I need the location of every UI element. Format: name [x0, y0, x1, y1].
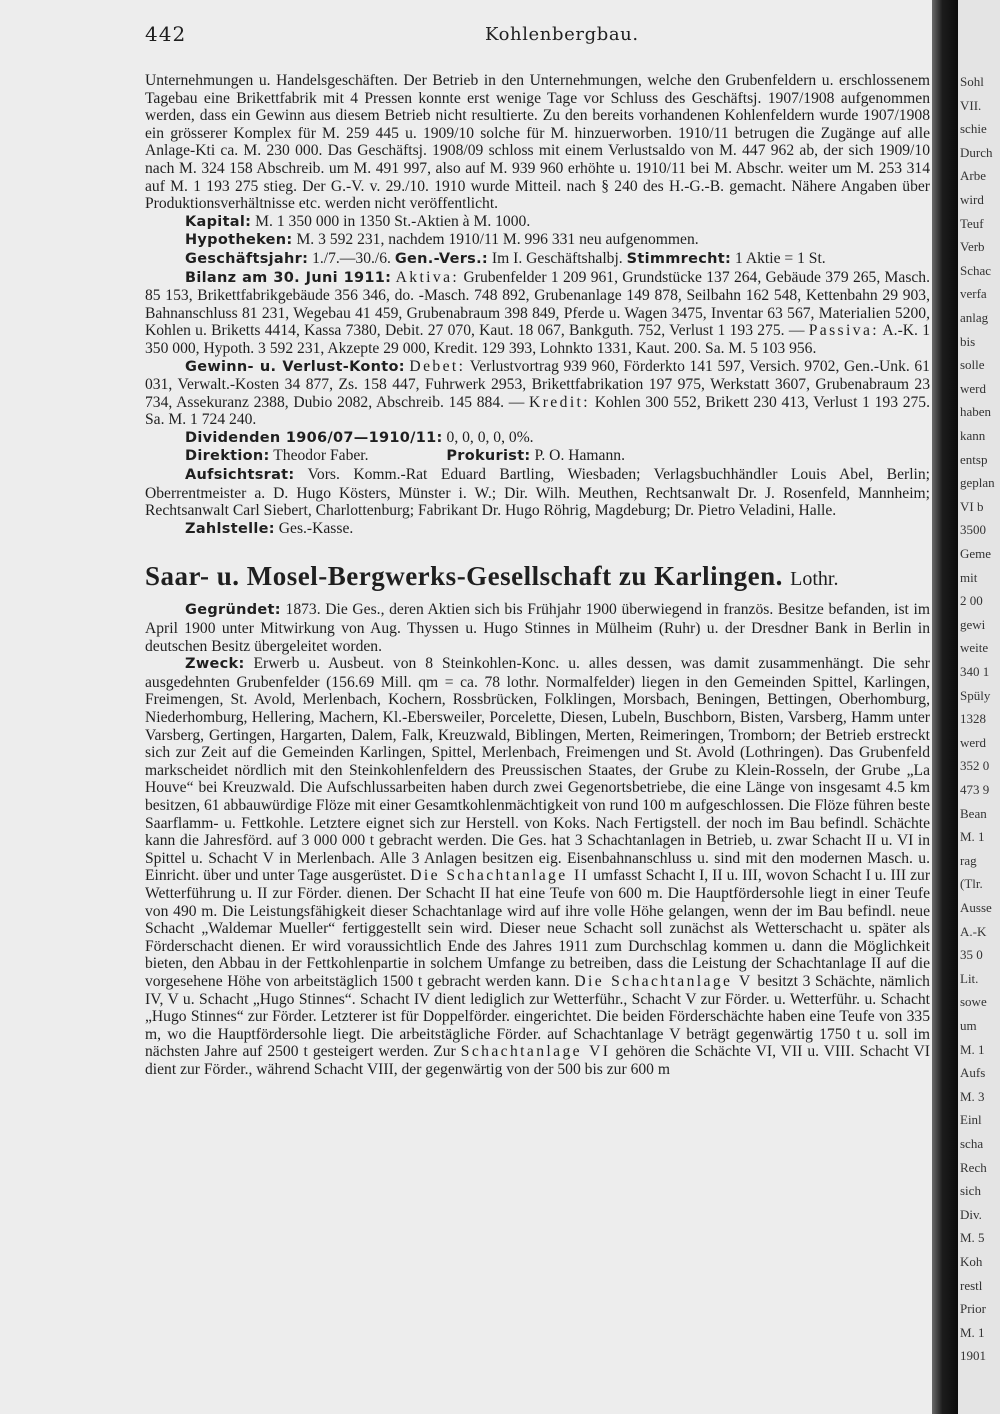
- schachtanlage-v-label: Die Schachtanlage V: [574, 972, 753, 990]
- geschaeftsjahr-label: Geschäftsjahr:: [185, 250, 309, 267]
- next-page-edge: [958, 0, 1000, 1414]
- next-page-fragment: Einl: [960, 1112, 982, 1128]
- next-page-fragment: Aufs: [960, 1065, 986, 1081]
- next-page-fragment: 352 0: [960, 758, 990, 774]
- next-page-fragment: Schac: [960, 262, 992, 278]
- next-page-fragment: restl: [960, 1277, 983, 1293]
- prokurist-label: Prokurist:: [446, 448, 531, 465]
- next-page-fragment: Arbe: [960, 168, 986, 184]
- next-page-fragment: kann: [960, 428, 986, 443]
- page-body: [145, 72, 930, 1078]
- guv-label: Gewinn- u. Verlust-Konto:: [185, 358, 405, 375]
- next-page-fragment: schie: [960, 121, 987, 137]
- company-name: Saar- u. Mosel-Bergwerks-Gesellschaft zu Karlingen.: [145, 561, 783, 592]
- aufsichtsrat-text: Vors. Komm.-Rat Eduard Bartling, Wiesbaden; Verlagsbuchhändler Louis Abel, Berlin; Oberrentmeister a. D. Hugo Kösters, Münster i. W.; Dir. Wilh. Meuthen, Rechtsanwalt Dr. J. Rosenfeld, Mannheim; Rechtsanwalt Carl Siebert, Charlottenburg; Fabrikant Dr. Hugo Röhrig, Magdeburg; Dr. Pietro Veladini, Halle.: [145, 466, 930, 520]
- company-heading: [145, 560, 930, 595]
- next-page-fragment: werd: [960, 380, 986, 396]
- geschaeftsjahr-entry: [145, 250, 930, 269]
- direktion-text: Theodor Faber.: [273, 447, 369, 465]
- next-page-fragment: anlag: [960, 310, 989, 325]
- running-title: Kohlenbergbau.: [485, 24, 639, 45]
- kredit-label: Kredit:: [529, 393, 591, 411]
- next-page-fragment: Koh: [960, 1254, 983, 1269]
- next-page-fragment: Spüly: [960, 687, 991, 703]
- next-page-fragment: Durch: [960, 144, 993, 160]
- hypotheken-text: M. 3 592 231, nachdem 1910/11 M. 996 331 neu aufgenommen.: [296, 231, 699, 249]
- book-gutter: [932, 0, 958, 1414]
- schachtanlage-v-text: besitzt 3 Schächte, nämlich IV, V u. Schacht „Hugo Stinnes“. Schacht IV dient lediglich zur Wetterführ., Schacht V zur Förder. u. Wetterführ. u. Schacht „Hugo Stinnes“ zur Förder. Letzterer ist für Doppelförder. eingerichtet. Die beiden Förderschächte haben eine Teufe von 335 m, wo die Hauptfördersohle liegt. Die arbeitstägliche Förder. auf Schachtanlage V beträgt gegenwärtig 1750 t u. soll im nächsten Jahre auf 2500 t gesteigert werden. Zur: [145, 972, 930, 1061]
- next-page-fragment: um: [960, 1018, 977, 1033]
- next-page-fragment: M. 1: [960, 829, 985, 845]
- dividenden-label: Dividenden 1906/07—1910/11:: [185, 429, 443, 446]
- next-page-fragment: scha: [960, 1136, 984, 1151]
- hypotheken-label: Hypotheken:: [185, 232, 293, 249]
- next-page-fragment: A.-K: [960, 923, 987, 939]
- zahlstelle-entry: [145, 520, 930, 539]
- kapital-text: M. 1 350 000 in 1350 St.-Aktien à M. 1000.: [255, 212, 531, 230]
- next-page-fragment: sowe: [960, 994, 987, 1010]
- schachtanlage-ii-label: Die Schachtanlage II: [410, 867, 590, 885]
- next-page-fragment: gewi: [960, 616, 986, 632]
- next-page-fragment: haben: [960, 404, 992, 420]
- next-page-fragment: Sohl: [960, 74, 984, 89]
- next-page-fragment: VI b: [960, 498, 984, 514]
- next-page-fragment: M. 1: [960, 1324, 985, 1340]
- gegruendet-entry: [145, 601, 930, 655]
- next-page-fragment: 35 0: [960, 947, 983, 963]
- direktion-entry: [145, 447, 930, 466]
- next-page-fragment: (Tlr.: [960, 876, 983, 892]
- next-page-fragment: wird: [960, 192, 984, 207]
- zweck-label: Zweck:: [185, 656, 245, 673]
- stimmrecht-label: Stimmrecht:: [626, 250, 732, 267]
- next-page-fragment: M. 3: [960, 1088, 985, 1104]
- kapital-entry: [145, 213, 930, 232]
- next-page-fragment: Lit.: [960, 970, 979, 986]
- next-page-fragment: verfa: [960, 286, 987, 302]
- aufsichtsrat-label: Aufsichtsrat:: [185, 467, 295, 484]
- schachtanlage-vi-text: gehören die Schächte VI, VII u. VIII. Schacht VI dient zur Förder., während Schacht VIII, der gegenwärtig von der 500 bis zur 600 m: [145, 1043, 930, 1078]
- aktiva-label: Aktiva:: [395, 268, 460, 286]
- schachtanlage-ii-text: umfasst Schacht I, II u. III, wovon Schacht I u. III zur Wetterführung u. II zur Förder. dienen. Der Schacht II hat eine Teufe von 600 m. Die Hauptfördersohle liegt in einer Teufe von 490 m. Die Leistungsfähigkeit dieser Schachtanlage wird auf ihre volle Höhe gelangen, wenn der im Bau befindl. neue Schacht „Waldemar Mueller“ fertiggestellt sein wird. Dieser neue Schacht soll zunächst als Wetterschacht u. später als Förderschacht dienen. Er wird voraussichtlich Ende des Jahres 1911 zum Durchschlag kommen u. dann die Möglichkeit bieten, den Abbau in der Fettkohlenpartie in solchem Umfange zu betreiben, dass die Leistung der Schachtanlage II auf die vorgesehene Höhe von arbeitstäglich 1500 t gebracht werden kann.: [145, 867, 931, 990]
- next-page-fragment: 2 00: [960, 593, 983, 609]
- bilanz-passiva: A.-K. 1 350 000, Hypoth. 3 592 231, Akzepte 29 000, Kredit. 129 393, Lohnkto 1331, Kaut. 200. Sa. M. 5 103 956.: [145, 322, 930, 357]
- prokurist-text: P. O. Hamann.: [534, 447, 625, 465]
- next-page-fragment: 3500: [960, 522, 986, 538]
- gen-vers-text: Im I. Geschäftshalbj.: [491, 249, 623, 267]
- zweck-text: Erwerb u. Ausbeut. von 8 Steinkohlen-Konc. u. alles dessen, was damit zusammenhängt. Die sehr ausgedehnten Grubenfelder (156.69 Mill. qm = ca. 78 lothr. Normalfelder) liegen in den Gemeinden Spittel, Karlingen, Freimengen, St. Avold, Merlenbach, Kochern, Rossbrücken, Folklingen, Morsbach, Beningen, Bettingen, Oberhomburg, Niederhomburg, Hellering, Machern, Kl.-Ebersweiler, Porcelette, Diesen, Lubeln, Buschborn, Bisten, Varsberg, Hamm unter Varsberg, Gertingen, Hargarten, Dalem, Falk, Kreuzwald, Biblingen, Merten, Reimeringen, Tromborn; der Betrieb erstreckt sich zur Zeit auf die Gemeinden Karlingen, Spittel, Merlenbach, Freimengen und St. Avold (Lothringen). Das Grubenfeld markscheidet nördlich mit den Steinkohlenfeldern des Preussischen Staates, der Grube zu Klein-Rosseln, der Grube „La Houve“ bei Kreuzwald. Die Aufschlussarbeiten haben durch zwei Gegenortsbetriebe, die eine Länge von insgesamt 4.5 km besitzen, 61 abbauwürdige Flöze mit einer Gesamtkohlenmächtigkeit von rund 100 m aufgeschlossen. Die Flöze führen beste Saarflamm- u. Fettkohle. Letztere eignet sich zur Herstell. von Koks. Nach Fertigstell. der noch im Bau befindl. Schächte kann die Jahresförd. auf 3 000 000 t gebracht werden. Die Ges. hat 3 Schachtanlagen in Betrieb, u. zwar Schacht II u. VI in Spittel u. Schacht V in Merlenbach. Alle 3 Anlagen besitzen eig. Eisenbahnanschluss u. sind mit den modernen Masch. u. Einricht. über und unter Tage ausgerüstet.: [145, 655, 930, 885]
- guv-entry: [145, 358, 930, 429]
- bilanz-label: Bilanz am 30. Juni 1911:: [185, 269, 392, 286]
- next-page-fragment: Geme: [960, 546, 992, 561]
- next-page-fragment: Rech: [960, 1159, 987, 1175]
- dividenden-entry: [145, 429, 930, 448]
- next-page-fragment: mit: [960, 569, 978, 585]
- intro-paragraph: Unternehmungen u. Handelsgeschäften. Der Betrieb in den Unternehmungen, welche den Grubenfeldern u. erschlossenem Tagebau eine Brikettfabrik mit 4 Pressen konnte erst wenige Tage vor Schluss des Geschäftsj. 1907/1908 aufgenommen werden, dass ein Gewinn aus diesem Betrieb nicht resultierte. Zu den bereits vorhandenen Kohlenfeldern wurde 1907/1908 ein grösserer Komplex für M. 259 445 u. 1909/10 solche für M. hinzuerworben. 1910/11 betrugen die Zugänge auf alle Anlage-Kti ca. M. 230 000. Das Geschäftsj. 1908/09 schloss mit einem Verlustsaldo von M. 447 962 ab, der sich 1909/10 nach M. 324 158 Abschreib. um M. 491 997, also auf M. 939 960 erhöhte u. 1910/11 bei M. Abschr. weiter um M. 253 314 auf M. 1 193 275 stieg. Der G.-V. v. 29./10. 1910 wurde Mitteil. nach § 240 des H.-G.-B. gemacht. Nähere Angaben über Produktionsverhältnisse etc. werden nicht veröffentlicht.: [145, 72, 930, 213]
- next-page-fragment: Prior: [960, 1301, 986, 1317]
- guv-debet: Verlustvortrag 939 960, Förderkto 141 597, Versich. 9702, Gen.-Unk. 61 031, Verwalt.-Kosten 34 877, Zs. 158 447, Fuhrwerk 2953, Brikettfabrikation 197 975, Werkstatt 3607, Grubenabraum 23 734, Assekuranz 2388, Dubio 2082, Abschreib. 145 884. —: [145, 357, 930, 411]
- debet-label: Debet:: [409, 357, 466, 375]
- stimmrecht-text: 1 Aktie = 1 St.: [735, 249, 826, 267]
- bilanz-entry: [145, 269, 930, 358]
- direktion-label: Direktion:: [185, 448, 270, 465]
- hypotheken-entry: [145, 231, 930, 250]
- next-page-fragment: entsp: [960, 451, 988, 467]
- next-page-fragment: 1328: [960, 711, 986, 727]
- next-page-fragment: Div.: [960, 1206, 982, 1222]
- next-page-fragment: weite: [960, 640, 989, 656]
- guv-kredit: Kohlen 300 552, Brikett 230 413, Verlust 1 193 275. Sa. M. 1 724 240.: [145, 393, 930, 429]
- zahlstelle-label: Zahlstelle:: [185, 520, 275, 537]
- gen-vers-label: Gen.-Vers.:: [394, 250, 489, 267]
- next-page-fragment: Bean: [960, 805, 987, 821]
- geschaeftsjahr-text: 1./7.—30./6.: [312, 249, 391, 267]
- page-header: [145, 22, 925, 50]
- next-page-fragment: 473 9: [960, 782, 990, 797]
- next-page-fragment: M. 5: [960, 1230, 985, 1246]
- next-page-fragment: bis: [960, 333, 976, 349]
- gegruendet-text: 1873. Die Ges., deren Aktien sich bis Frühjahr 1900 überwiegend in französ. Besitze befanden, ist im April 1900 unter Mitwirkung von Aug. Thyssen u. Hugo Stinnes in Mülheim (Ruhr) u. der Dresdner Bank in Berlin in deutschen Besitz übergeleitet worden.: [145, 601, 930, 655]
- next-page-fragment: 340 1: [960, 664, 990, 679]
- kapital-label: Kapital:: [185, 213, 252, 230]
- schachtanlage-vi-label: Schachtanlage VI: [460, 1043, 611, 1061]
- next-page-fragment: werd: [960, 734, 986, 750]
- next-page-fragment: 1901: [960, 1348, 986, 1364]
- next-page-fragment: Teuf: [960, 215, 984, 231]
- zahlstelle-text: Ges.-Kasse.: [278, 519, 354, 537]
- zweck-entry: [145, 655, 930, 1078]
- next-page-fragment: geplan: [960, 475, 995, 491]
- next-page-fragment: rag: [960, 852, 977, 868]
- passiva-label: Passiva:: [808, 322, 880, 340]
- gegruendet-label: Gegründet:: [185, 602, 281, 619]
- next-page-fragment: sich: [960, 1183, 981, 1199]
- next-page-fragment: VII.: [960, 97, 982, 113]
- company-location: Lothr.: [790, 568, 839, 591]
- next-page-fragment: solle: [960, 357, 985, 373]
- page-number: 442: [145, 22, 187, 46]
- bilanz-aktiva: Grubenfelder 1 209 961, Grundstücke 137 264, Gebäude 379 265, Masch. 85 153, Brikettfabrikgebäude 356 346, do. -Masch. 748 892, Grubenanlage 149 878, Seilbahn 162 548, Kettenbahn 29 903, Bahnanschluss 81 231, Wegebau 41 459, Grubenabraum 398 849, Pferde u. Wagen 3475, Inventar 63 567, Materialien 5200, Kohlen u. Briketts 4414, Kassa 7380, Debit. 27 070, Kaut. 18 067, Bankguth. 752, Verlust 1 193 275. —: [145, 268, 931, 340]
- next-page-fragment: Verb: [960, 239, 985, 255]
- aufsichtsrat-entry: [145, 466, 930, 520]
- next-page-fragment: M. 1: [960, 1041, 985, 1057]
- dividenden-text: 0, 0, 0, 0, 0%.: [446, 428, 534, 446]
- next-page-fragment: Ausse: [960, 900, 992, 915]
